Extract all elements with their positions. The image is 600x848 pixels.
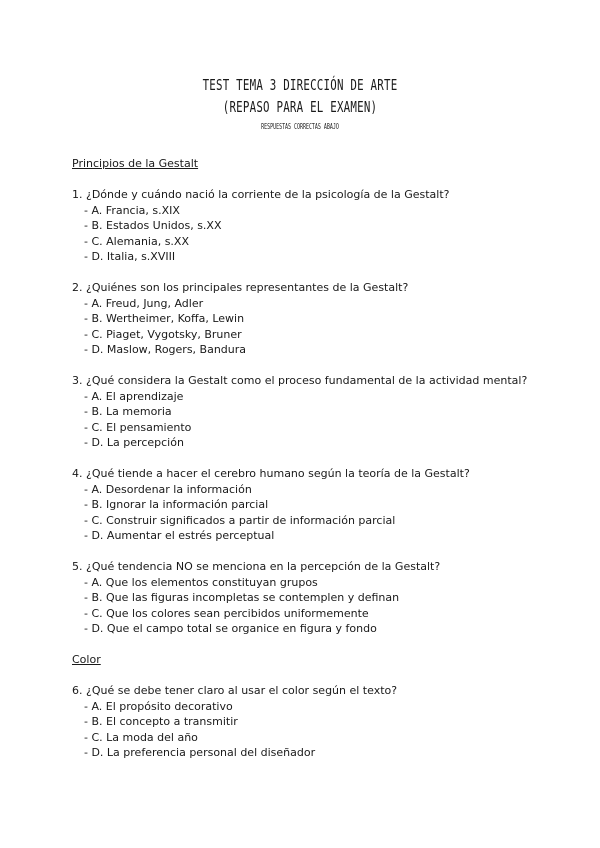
question-text: 1. ¿Dónde y cuándo nació la corriente de la psicología de la Gestalt? [72,188,450,201]
document-title: TEST TEMA 3 DIRECCIÓN DE ARTE [202,76,398,94]
document-content [72,156,572,761]
option-b: - B. Estados Unidos, s.XX [84,219,222,232]
question-4 [72,466,572,544]
option-d: - D. Aumentar el estrés perceptual [84,529,275,542]
option-b: - B. Que las figuras incompletas se contemplen y definan [84,591,400,604]
question-2 [72,280,572,358]
option-a: - A. Freud, Jung, Adler [84,296,204,310]
section-title: Principios de la Gestalt [72,157,199,170]
option-a: - A. Desordenar la información [84,482,252,496]
question-1 [72,187,572,265]
question-5 [72,559,572,637]
option-d: - D. La percepción [84,436,184,449]
title-block [0,74,600,134]
document-subtitle: RESPUESTAS CORRECTAS ABAJO [261,122,339,131]
question-6 [72,683,572,761]
option-d: - D. Maslow, Rogers, Bandura [84,343,247,356]
option-c: - C. Que los colores sean percibidos uniformemente [84,606,369,620]
question-text: 6. ¿Qué se debe tener claro al usar el color según el texto? [72,684,398,697]
option-a: - A. Francia, s.XIX [84,203,180,217]
option-a: - A. Que los elementos constituyan grupos [84,575,318,589]
document-title-subline: (REPASO PARA EL EXAMEN) [222,98,378,116]
option-b: - B. Wertheimer, Koffa, Lewin [84,312,245,325]
option-a: - A. El propósito decorativo [84,699,233,713]
question-3 [72,373,572,451]
option-b: - B. La memoria [84,405,172,418]
option-d: - D. Italia, s.XVIII [84,250,176,263]
option-c: - C. Alemania, s.XX [84,234,190,248]
section-title: Color [72,653,101,666]
section-gestalt [72,156,572,637]
question-text: 3. ¿Qué considera la Gestalt como el proceso fundamental de la actividad mental? [72,374,528,387]
option-a: - A. El aprendizaje [84,389,184,403]
section-color [72,652,572,761]
question-text: 4. ¿Qué tiende a hacer el cerebro humano según la teoría de la Gestalt? [72,467,470,480]
option-b: - B. Ignorar la información parcial [84,498,269,511]
option-d: - D. Que el campo total se organice en figura y fondo [84,622,377,635]
question-text: 5. ¿Qué tendencia NO se menciona en la percepción de la Gestalt? [72,560,441,573]
option-c: - C. Piaget, Vygotsky, Bruner [84,327,242,341]
option-c: - C. Construir significados a partir de información parcial [84,513,396,527]
question-text: 2. ¿Quiénes son los principales representantes de la Gestalt? [72,281,409,294]
option-b: - B. El concepto a transmitir [84,715,238,728]
option-d: - D. La preferencia personal del diseñador [84,746,316,759]
option-c: - C. El pensamiento [84,420,192,434]
option-c: - C. La moda del año [84,730,198,744]
